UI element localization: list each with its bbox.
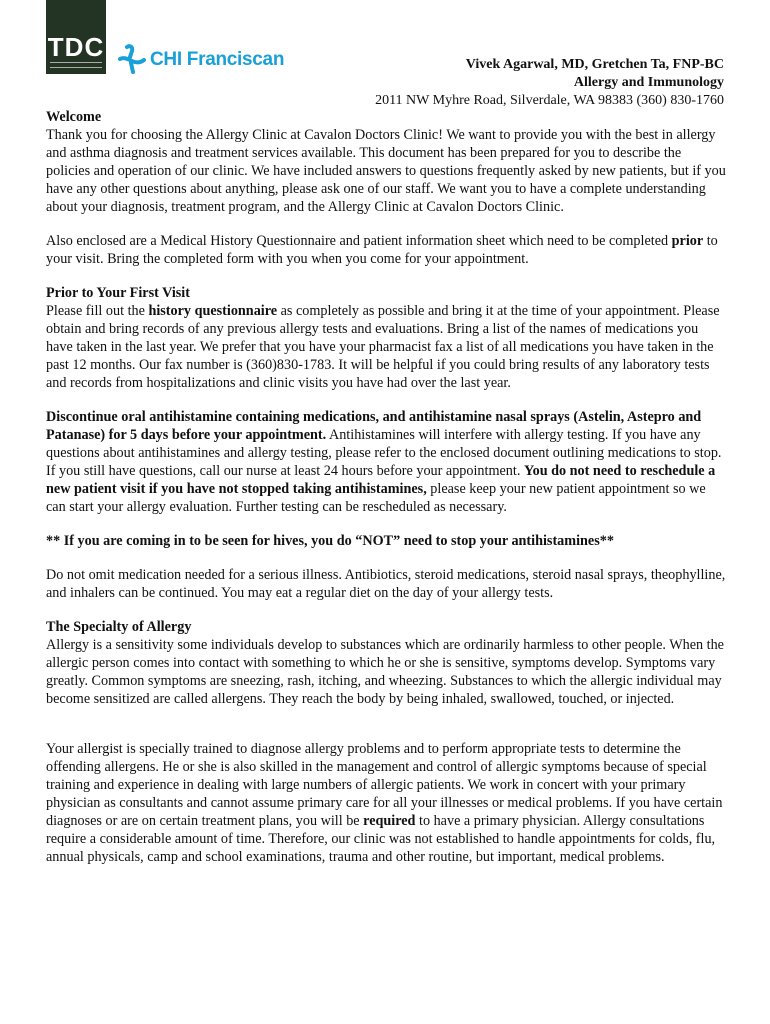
chi-cross-icon bbox=[118, 44, 146, 76]
first-visit-heading: Prior to Your First Visit bbox=[46, 285, 190, 301]
department-name: Allergy and Immunology bbox=[573, 75, 724, 90]
tdc-logo-text: TDC bbox=[47, 32, 105, 62]
specialty-paragraph: Allergy is a sensitivity some individuals develop to substances which are ordinarily harmless to other people. When the allergic person comes into contact with something to which he or she is sensitive, symptoms develop. Symptoms vary greatly. Common symptoms are sneezing, rash, itching, and wheezing. Substances to which the allergic individual may become sensitized are called allergens. They reach the body by being inhaled, swallowed, touched, or injected. bbox=[46, 637, 724, 707]
tdc-logo-tagline-mark bbox=[50, 62, 102, 68]
chi-logo-name: CHI Franciscan bbox=[150, 49, 285, 70]
clinic-header bbox=[375, 56, 724, 110]
allergist-paragraph: Your allergist is specially trained to diagnose allergy problems and to perform appropriate tests to determine the offending allergens. He or she is also skilled in the management and control of allergic symptoms because of special training and experience in dealing with large numbers of allergic patients. We work in concert with your primary physician as consultants and cannot assume primary care for all your illnesses or medical problems. If you have certain diagnoses or are on certain treatment plans, you will be required to have a primary physician. Allergy consultations require a considerable amount of time. Therefore, our clinic was not established to handle appointments for colds, flu, annual physicals, camp and school examinations, trauma and other routine, but important, medical problems. bbox=[46, 741, 723, 865]
first-visit-paragraph: Please fill out the history questionnaire as completely as possible and bring it at the time of your appointment. Please obtain and bring records of any previous allergy tests and evaluations. Bring a list of the names of medications you have taken in the last year. We prefer that you have your pharmacist fax a list of all medications you have taken in the past 12 months. Our fax number is (360)830-1783. It will be helpful if you could bring results of any laboratory tests and records from hospitalizations and clinic visits you have had over the last year. bbox=[46, 303, 720, 391]
welcome-paragraph: Thank you for choosing the Allergy Clinic at Cavalon Doctors Clinic! We want to provide you with the best in allergy and asthma diagnosis and treatment services available. This document has been prepared for you to describe the policies and operation of our clinic. We have included answers to questions frequently asked by new patients, but if you have any other questions about anything, please ask one of our staff. We want you to have a complete understanding about your diagnosis, treatment program, and the Allergy Clinic at Cavalon Doctors Clinic. bbox=[46, 127, 726, 215]
tdc-logo bbox=[46, 0, 106, 74]
do-not-omit-paragraph: Do not omit medication needed for a serious illness. Antibiotics, steroid medications, steroid nasal sprays, theophylline, and inhalers can be continued. You may eat a regular diet on the day of your allergy tests. bbox=[46, 567, 726, 601]
hives-note: ** If you are coming in to be seen for hives, you do “NOT” need to stop your antihistamines** bbox=[46, 533, 614, 549]
enclosed-paragraph: Also enclosed are a Medical History Questionnaire and patient information sheet which need to be completed prior to your visit. Bring the completed form with you when you come for your appointment. bbox=[46, 233, 718, 267]
specialty-heading: The Specialty of Allergy bbox=[46, 619, 192, 635]
welcome-heading: Welcome bbox=[46, 109, 102, 125]
document-body bbox=[46, 108, 726, 866]
clinic-address: 2011 NW Myhre Road, Silverdale, WA 98383 (360) 830-1760 bbox=[375, 93, 724, 108]
discontinue-paragraph: Discontinue oral antihistamine containing medications, and antihistamine nasal sprays (Astelin, Astepro and Patanase) for 5 days before your appointment. Antihistamines will interfere with allergy testing. If you have any questions about antihistamines and allergy testing, please refer to the enclosed document outlining medications to stop. If you still have questions, call our nurse at least 24 hours before your appointment. You do not need to reschedule a new patient visit if you have not stopped taking antihistamines, please keep your new patient appointment so we can start your allergy evaluation. Further testing can be rescheduled as necessary. bbox=[46, 409, 722, 515]
doctor-names: Vivek Agarwal, MD, Gretchen Ta, FNP-BC bbox=[465, 57, 724, 72]
chi-franciscan-logo bbox=[118, 40, 284, 80]
